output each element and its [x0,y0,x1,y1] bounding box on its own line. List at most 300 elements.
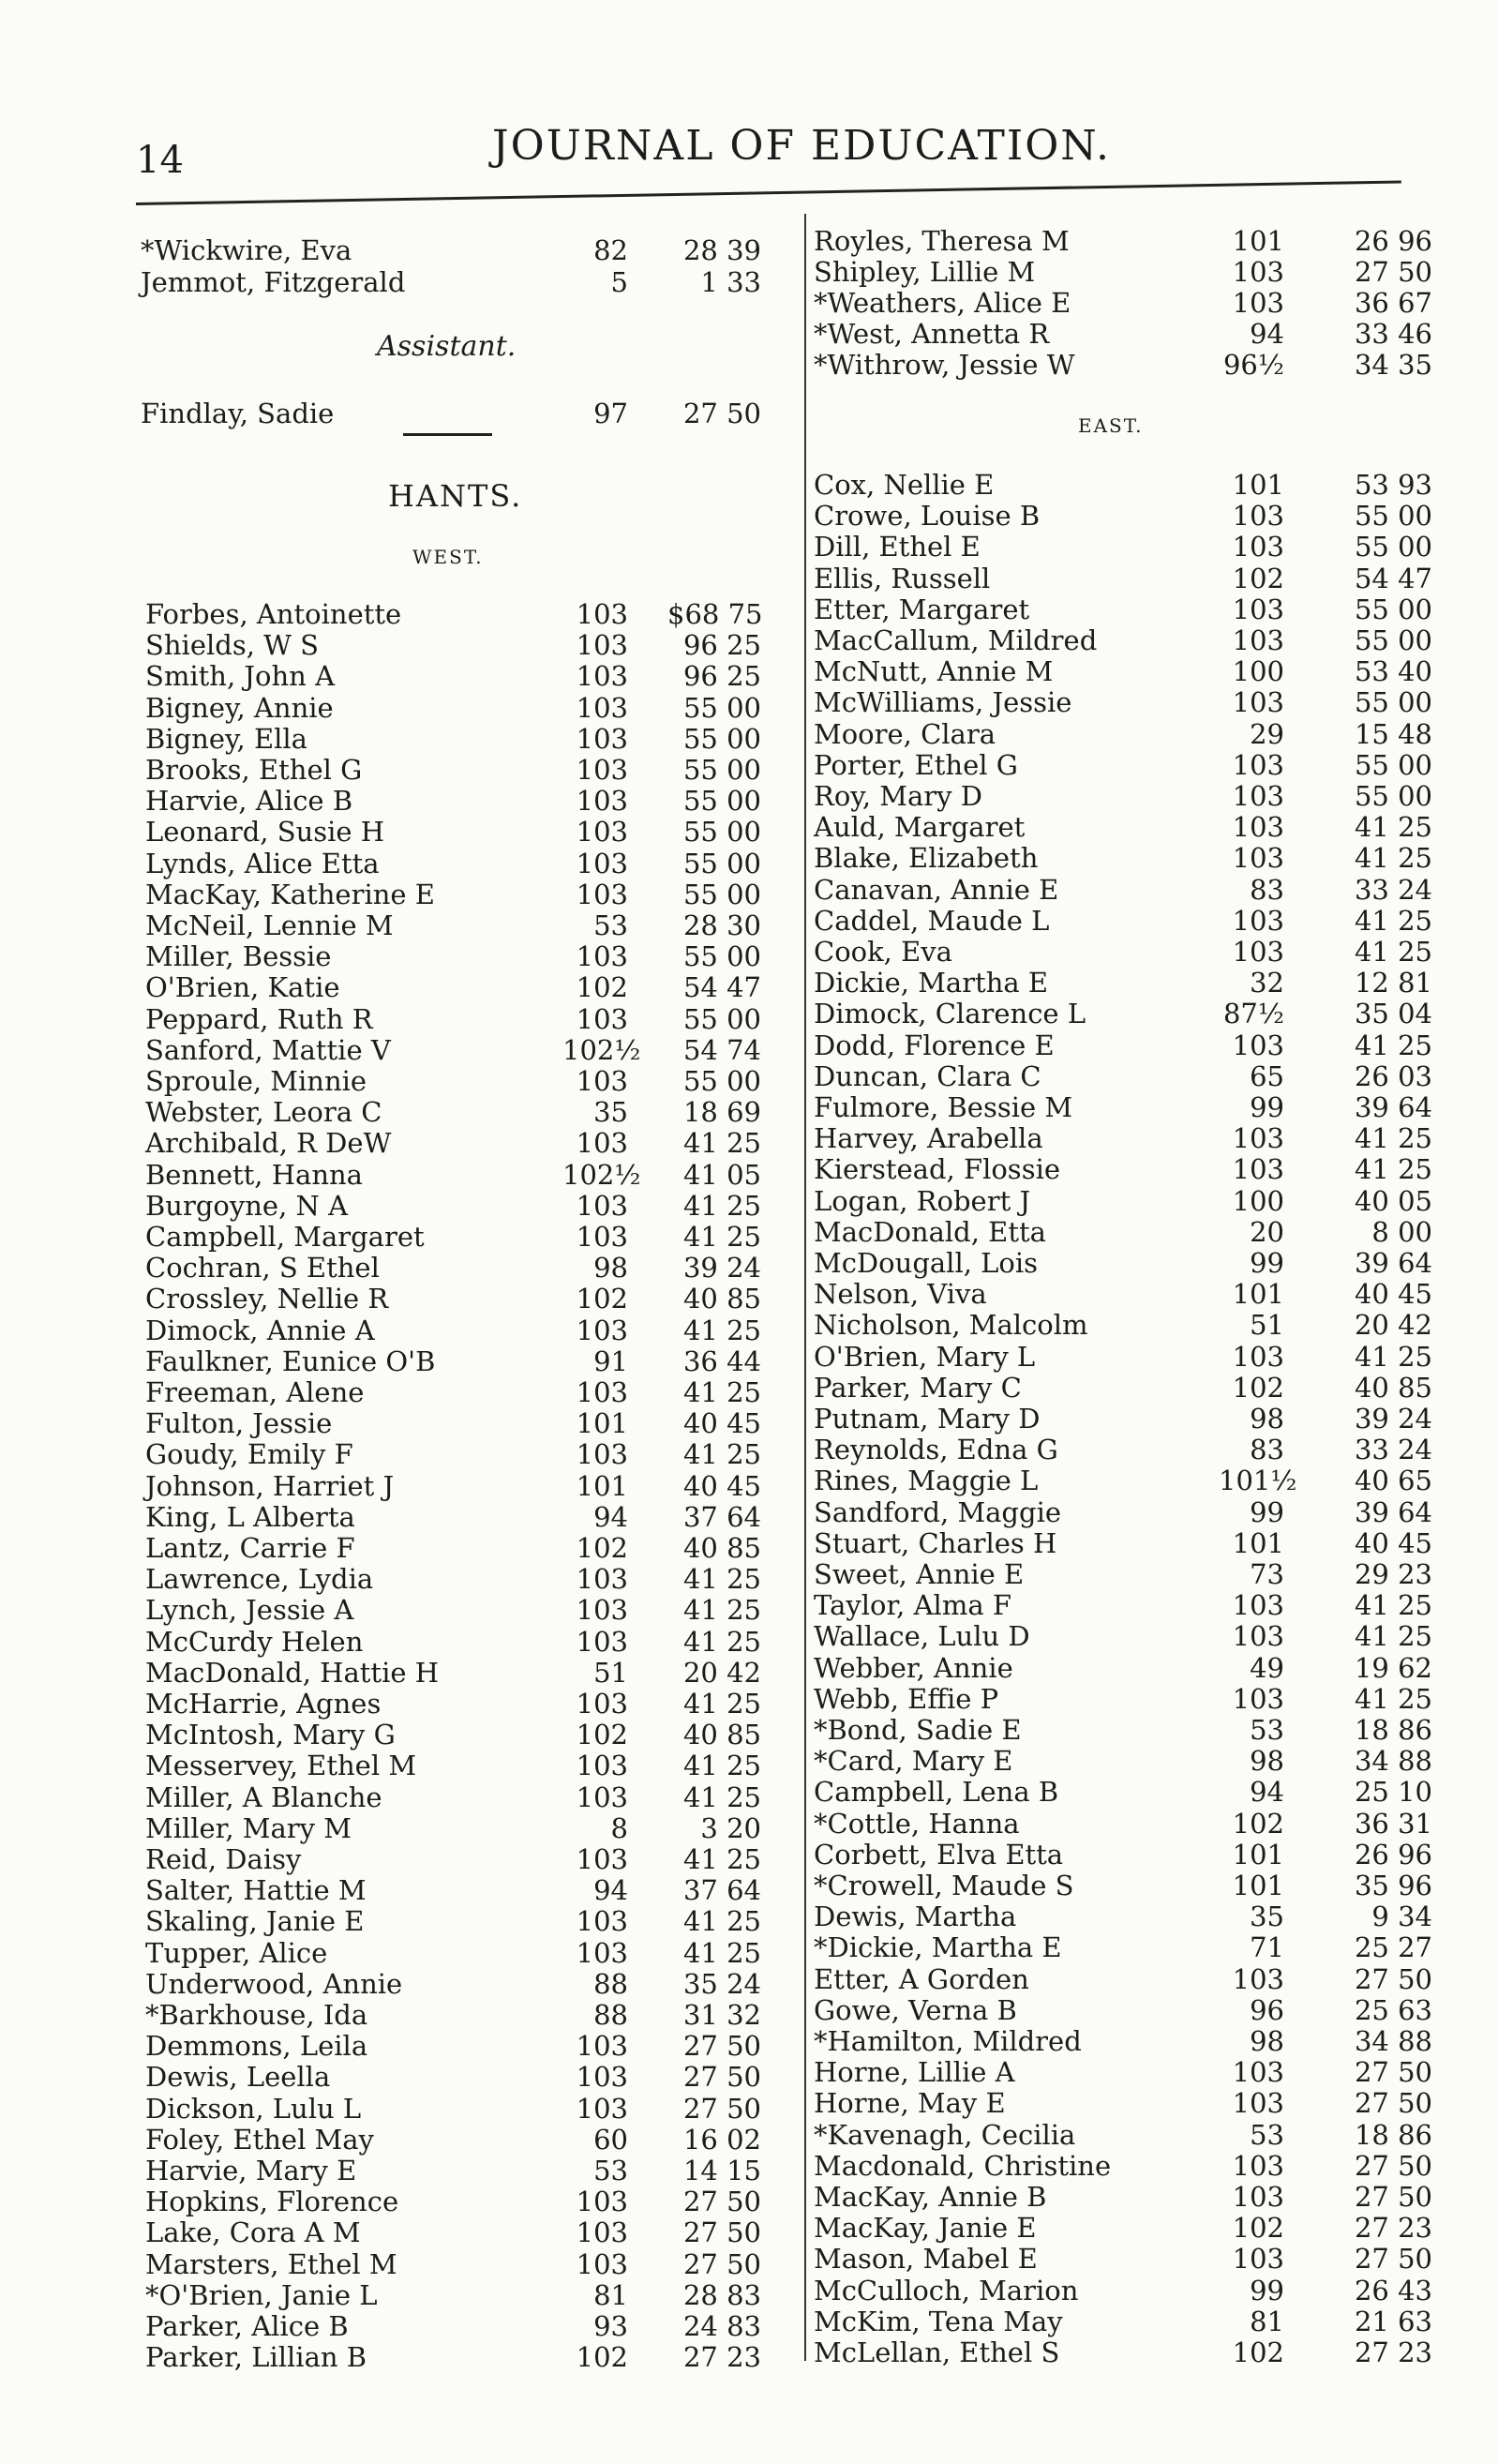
grant-amount: 21 63 [1354,2305,1432,2337]
table-row [806,531,1498,563]
teacher-name: Messervey, Ethel M [145,1750,417,1782]
table-row [806,1776,1498,1808]
days-taught: 103 [576,1843,628,1875]
days-taught: 91 [593,1345,628,1377]
grant-amount: 41 25 [1354,1682,1432,1715]
teacher-name: Sweet, Annie E [814,1558,1025,1590]
table-row [0,1781,804,1813]
grant-amount: 27 50 [682,398,761,429]
grant-amount: 35 96 [1354,1870,1432,1901]
days-taught: 102 [576,1532,628,1564]
teacher-name: Faulkner, Eunice O'B [145,1345,436,1377]
grant-amount: 55 00 [682,1002,761,1035]
table-row [0,1688,804,1720]
table-row [0,1252,804,1284]
table-row [0,1190,804,1222]
days-taught: 103 [1232,1029,1284,1061]
days-taught: 103 [576,2092,628,2125]
days-taught: 103 [1232,780,1284,812]
teacher-name: Reynolds, Edna G [814,1434,1058,1466]
days-taught: 103 [576,940,628,973]
teacher-name: O'Brien, Katie [145,971,340,1004]
table-row [0,2248,804,2280]
grant-amount: 41 25 [682,1314,761,1346]
teacher-name: Caddel, Maude L [814,904,1050,937]
grant-amount: 18 86 [1354,2118,1432,2151]
days-taught: 101 [1232,469,1284,501]
table-row [0,1874,804,1906]
table-row [806,1963,1498,1995]
days-taught: 103 [576,1780,628,1813]
days-taught: 103 [576,1594,628,1627]
grant-amount: 41 25 [682,1221,761,1253]
days-taught: 103 [1232,287,1284,319]
teacher-name: Bigney, Annie [145,691,334,724]
teacher-name: Dickie, Martha E [814,967,1049,999]
county-heading: HANTS. [388,478,523,514]
teacher-name: Tupper, Alice [145,1936,328,1969]
table-row [806,624,1498,656]
table-row [806,1153,1498,1185]
grant-amount: 27 23 [1354,2336,1432,2368]
days-taught: 35 [1250,1901,1284,1933]
teacher-name: *Crowell, Maude S [814,1870,1074,1901]
table-row [806,500,1498,532]
teacher-name: Marsters, Ethel M [145,2247,397,2280]
grant-amount: 55 00 [682,785,761,818]
days-taught: 103 [576,1314,628,1346]
teacher-name: Fulmore, Bessie M [814,1091,1073,1123]
table-row [0,1563,804,1595]
table-row [0,1003,804,1035]
teacher-name: Blake, Elizabeth [814,842,1039,875]
table-row [806,2087,1498,2119]
table-row [806,2181,1498,2213]
grant-amount: 55 00 [682,1065,761,1097]
teacher-name: Cochran, S Ethel [145,1252,380,1285]
grant-amount: 41 25 [682,1905,761,1938]
teacher-name: Corbett, Elva Etta [814,1838,1064,1871]
table-row [806,718,1498,750]
grant-amount: 27 50 [682,2247,761,2280]
teacher-name: Dill, Ethel E [814,531,981,563]
grant-amount: 40 85 [1354,1371,1432,1404]
days-taught: 103 [1232,748,1284,781]
teacher-name: *Withrow, Jessie W [814,349,1075,381]
days-taught: 103 [576,598,628,630]
days-taught: 103 [1232,2056,1284,2089]
days-taught: 53 [593,909,628,941]
table-row [0,1999,804,2031]
direction-heading-west: WEST. [412,546,484,568]
table-row [0,2216,804,2248]
days-taught: 101 [576,1407,628,1440]
table-row [806,2275,1498,2306]
table-row [806,2025,1498,2057]
days-taught: 102 [576,1283,628,1315]
teacher-name: McIntosh, Mary G [145,1719,396,1751]
days-taught: 102 [1232,2212,1284,2245]
table-row [806,2056,1498,2088]
table-row [0,1283,804,1315]
grant-amount: 20 42 [1354,1309,1432,1342]
teacher-name: Lynch, Jessie A [145,1594,354,1627]
grant-amount: 55 00 [1354,748,1432,781]
grant-amount: 39 64 [1354,1495,1432,1528]
table-row [0,2093,804,2125]
teacher-name: Parker, Mary C [814,1371,1022,1404]
days-taught: 103 [576,1936,628,1969]
grant-amount: 36 44 [682,1345,761,1377]
table-row [806,349,1498,381]
days-taught: 93 [593,2310,628,2342]
grant-amount: 27 50 [1354,2243,1432,2276]
teacher-name: Porter, Ethel G [814,748,1018,781]
teacher-name: Harvie, Alice B [145,785,353,818]
days-taught: 103 [576,1688,628,1720]
grant-amount: 41 25 [682,1780,761,1813]
days-taught: 73 [1250,1558,1284,1590]
grant-amount: 41 25 [682,1843,761,1875]
teacher-name: Goudy, Emily F [145,1438,353,1471]
days-taught: 101 [1232,1838,1284,1871]
table-row [0,660,804,692]
table-row [806,1247,1498,1279]
grant-amount: 18 69 [682,1096,761,1129]
grant-amount: 28 39 [682,234,761,266]
teacher-name: Bennett, Hanna [145,1158,363,1191]
table-row [0,2155,804,2186]
teacher-name: Parker, Lillian B [145,2341,367,2374]
table-row [0,940,804,972]
table-row [806,1060,1498,1092]
table-row [0,879,804,910]
days-taught: 103 [576,2030,628,2063]
table-row [806,1558,1498,1590]
teacher-name: MacKay, Katherine E [145,878,435,910]
table-row [806,1714,1498,1746]
days-taught: 5 [610,266,628,298]
table-row [0,598,804,630]
table-row [0,848,804,879]
grant-amount: 55 00 [682,691,761,724]
days-taught: 102 [576,1719,628,1751]
grant-amount: 41 25 [682,1189,761,1222]
table-row [0,785,804,817]
teacher-name: Logan, Robert J [814,1184,1031,1217]
grant-amount: 41 25 [1354,842,1432,875]
table-row [806,998,1498,1029]
days-taught: 94 [593,1500,628,1533]
table-row [806,318,1498,350]
teacher-name: Roy, Mary D [814,780,982,812]
teacher-name: MacCallum, Mildred [814,624,1098,656]
teacher-name: Horne, May E [814,2087,1006,2120]
grant-amount: 19 62 [1354,1651,1432,1684]
table-row [806,686,1498,718]
days-taught: 103 [576,1625,628,1658]
teacher-name: Lantz, Carrie F [145,1532,355,1564]
days-taught: 100 [1232,655,1284,688]
days-taught: 103 [1232,624,1284,656]
days-taught: 103 [576,691,628,724]
table-row [806,1341,1498,1373]
days-taught: 103 [1232,500,1284,533]
table-row [806,1683,1498,1715]
table-row [806,1839,1498,1871]
teacher-name: King, L Alberta [145,1500,355,1533]
table-row [0,1937,804,1969]
teacher-name: Salter, Hattie M [145,1874,367,1907]
teacher-name: Dodd, Florence E [814,1029,1055,1061]
days-taught: 103 [576,1189,628,1222]
table-row [0,1812,804,1844]
teacher-name: Demmons, Leila [145,2030,368,2063]
table-row [806,1870,1498,1901]
days-taught: 97 [593,398,628,429]
teacher-name: *Dickie, Martha E [814,1931,1062,1964]
teacher-name: Shipley, Lillie M [814,256,1036,288]
table-row [806,1309,1498,1341]
grant-amount: 55 00 [1354,624,1432,656]
teacher-name: MacDonald, Hattie H [145,1656,440,1689]
days-taught: 83 [1250,1434,1284,1466]
grant-amount: 41 25 [682,1438,761,1471]
grant-amount: 55 00 [682,878,761,910]
table-row [0,1376,804,1408]
grant-amount: 41 25 [682,1688,761,1720]
teacher-name: Mason, Mabel E [814,2243,1038,2276]
table-row [0,1968,804,2000]
grant-amount: 39 24 [682,1252,761,1285]
days-taught: 103 [1232,2149,1284,2182]
days-taught: 103 [1232,1589,1284,1622]
grant-amount: 27 50 [682,2030,761,2063]
table-row [0,1843,804,1875]
days-taught: 103 [576,1221,628,1253]
teacher-name: Harvey, Arabella [814,1122,1043,1155]
grant-amount: 55 00 [1354,500,1432,533]
table-row [806,967,1498,999]
days-taught: 103 [576,1438,628,1471]
grant-amount: 41 25 [1354,811,1432,844]
days-taught: 100 [1232,1184,1284,1217]
grant-amount: 41 25 [1354,1589,1432,1622]
table-row [0,1159,804,1191]
days-taught: 103 [576,722,628,755]
days-taught: 51 [593,1656,628,1689]
teacher-name: Ellis, Russell [814,562,991,594]
days-taught: 20 [1250,1215,1284,1248]
teacher-name: Webster, Leora C [145,1096,382,1129]
table-row [806,905,1498,937]
table-row [806,1216,1498,1248]
teacher-name: Findlay, Sadie [141,398,335,429]
teacher-name: McCulloch, Marion [814,2274,1079,2306]
days-taught: 101½ [1219,1465,1297,1497]
teacher-name: Cox, Nellie E [814,469,995,501]
table-row [806,936,1498,968]
table-row [806,1185,1498,1217]
days-taught: 53 [1250,2118,1284,2151]
table-row [806,2243,1498,2275]
table-row [806,2336,1498,2368]
days-taught: 103 [576,2216,628,2249]
table-row [0,2124,804,2156]
table-row [806,1122,1498,1154]
days-taught: 101 [576,1469,628,1502]
teacher-name: Hopkins, Florence [145,2186,399,2218]
table-row [0,266,804,298]
grant-amount: 96 25 [682,660,761,693]
grant-amount: 41 25 [1354,1620,1432,1653]
days-taught: 87½ [1222,998,1284,1030]
grant-amount: 28 83 [682,2278,761,2311]
grant-amount: 27 23 [1354,2212,1432,2245]
grant-amount: 54 47 [1354,562,1432,594]
days-taught: 102½ [562,1158,641,1191]
grant-amount: 40 85 [682,1283,761,1315]
teacher-name: Crowe, Louise B [814,500,1041,533]
table-row [806,2306,1498,2337]
days-taught: 103 [576,878,628,910]
grant-amount: 1 33 [700,266,761,298]
days-taught: 103 [576,1127,628,1160]
teacher-name: McNutt, Annie M [814,655,1054,688]
teacher-name: O'Brien, Mary L [814,1340,1036,1373]
days-taught: 102 [1232,1371,1284,1404]
days-taught: 103 [576,1750,628,1782]
days-taught: 103 [1232,904,1284,937]
table-row [806,1029,1498,1061]
days-taught: 103 [576,2247,628,2280]
grant-amount: 96 25 [682,629,761,662]
page-number: 14 [136,139,184,182]
table-row [806,1403,1498,1435]
teacher-name: Foley, Ethel May [145,2123,374,2156]
days-taught: 96 [1250,1993,1284,2026]
table-row [0,2030,804,2062]
days-taught: 96½ [1222,349,1284,381]
table-row [806,256,1498,288]
table-row [806,1589,1498,1621]
days-taught: 81 [1250,2305,1284,2337]
days-taught: 49 [1250,1651,1284,1684]
table-row [0,909,804,941]
grant-amount: 27 50 [682,2186,761,2218]
days-taught: 101 [1232,1278,1284,1311]
teacher-name: Canavan, Annie E [814,873,1059,906]
teacher-name: Kierstead, Flossie [814,1153,1061,1186]
table-row [806,563,1498,594]
days-taught: 101 [1232,1870,1284,1901]
days-taught: 103 [1232,1340,1284,1373]
days-taught: 98 [1250,2025,1284,2057]
grant-amount: 41 25 [1354,1122,1432,1155]
days-taught: 88 [593,1999,628,2031]
table-row [0,398,804,429]
teacher-name: Wallace, Lulu D [814,1620,1030,1653]
grant-amount: 20 42 [682,1656,761,1689]
grant-amount: 40 05 [1354,1184,1432,1217]
teacher-name: Etter, Margaret [814,593,1030,625]
teacher-name: Miller, Bessie [145,940,332,973]
table-row [0,1594,804,1626]
teacher-name: McLellan, Ethel S [814,2336,1060,2368]
days-taught: 102½ [562,1033,641,1066]
grant-amount: 27 50 [1354,2181,1432,2213]
grant-amount: 35 04 [1354,998,1432,1030]
grant-amount: 41 25 [682,1127,761,1160]
teacher-name: Lynds, Alice Etta [145,847,380,879]
grant-amount: 55 00 [682,816,761,849]
grant-amount: 40 85 [682,1532,761,1564]
teacher-name: *O'Brien, Janie L [145,2278,378,2311]
teacher-name: Dewis, Martha [814,1901,1017,1933]
days-taught: 103 [1232,2243,1284,2276]
teacher-name: Fulton, Jessie [145,1407,333,1440]
grant-amount: 55 00 [1354,531,1432,563]
teacher-name: McDougall, Lois [814,1247,1039,1279]
days-taught: 103 [1232,1620,1284,1653]
table-row [0,1127,804,1159]
grant-amount: 55 00 [682,722,761,755]
days-taught: 71 [1250,1931,1284,1964]
table-row [0,816,804,848]
days-taught: 103 [1232,1682,1284,1715]
grant-amount: 55 00 [1354,780,1432,812]
teacher-name: *Hamilton, Mildred [814,2025,1082,2057]
teacher-name: Skaling, Janie E [145,1905,365,1938]
table-row [0,692,804,724]
table-row [0,1034,804,1066]
days-taught: 32 [1250,967,1284,999]
teacher-name: Brooks, Ethel G [145,754,363,786]
teacher-name: *Wickwire, Eva [141,234,352,266]
days-taught: 51 [1250,1309,1284,1342]
teacher-name: Shields, W S [145,629,320,662]
grant-amount: 54 74 [682,1033,761,1066]
grant-amount: 41 25 [1354,1153,1432,1186]
table-row [806,1527,1498,1559]
days-taught: 29 [1250,717,1284,750]
grant-amount: 40 45 [682,1469,761,1502]
days-taught: 103 [576,1002,628,1035]
teacher-name: McWilliams, Jessie [814,686,1072,719]
table-row [806,1994,1498,2026]
teacher-name: Campbell, Margaret [145,1221,425,1253]
teacher-name: *Kavenagh, Cecilia [814,2118,1076,2151]
grant-amount: 25 10 [1354,1776,1432,1809]
grant-amount: 53 93 [1354,469,1432,501]
days-taught: 103 [576,1065,628,1097]
teacher-name: McHarrie, Agnes [145,1688,382,1720]
teacher-name: Duncan, Clara C [814,1059,1041,1092]
grant-amount: 54 47 [682,971,761,1004]
teacher-name: Sanford, Mattie V [145,1033,391,1066]
grant-amount: 25 27 [1354,1931,1432,1964]
grant-amount: 37 64 [682,1874,761,1907]
days-taught: 103 [1232,686,1284,719]
teacher-name: Burgoyne, N A [145,1189,349,1222]
grant-amount: 36 31 [1354,1807,1432,1840]
days-taught: 60 [593,2123,628,2156]
table-row [806,749,1498,781]
days-taught: 103 [576,660,628,693]
days-taught: 94 [1250,318,1284,350]
table-row [0,1657,804,1689]
days-taught: 99 [1250,1091,1284,1123]
